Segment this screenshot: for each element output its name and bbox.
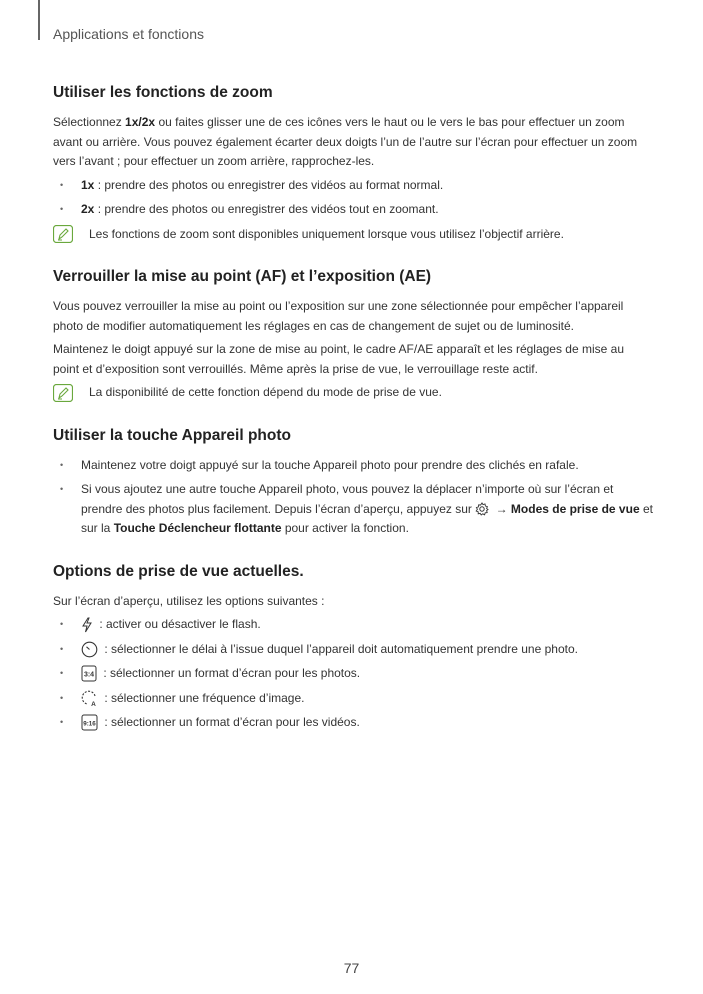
list-item: • 2x : prendre des photos ou enregistrer des vidéos tout en zoomant.	[53, 200, 653, 220]
bullet-list	[53, 456, 653, 539]
svg-text:9:16: • 9:16	[83, 720, 96, 728]
section-af-ae	[53, 268, 653, 403]
svg-text:3:4: • 3:4	[83, 671, 95, 679]
page-content	[53, 84, 653, 757]
page-header: Applications et fonctions	[53, 26, 204, 42]
note-icon	[53, 384, 73, 402]
section-title: Options de prise de vue actuelles.	[53, 562, 304, 580]
note	[53, 383, 653, 403]
timer-icon	[81, 641, 98, 658]
svg-text:A: • A	[91, 700, 96, 707]
note-icon	[53, 225, 73, 243]
section-title: Verrouiller la mise au point (AF) et l’exposition (AE)	[53, 268, 432, 285]
section-title: Utiliser les fonctions de zoom	[53, 84, 273, 101]
flash-icon	[81, 617, 93, 633]
ratio-icon	[81, 665, 97, 682]
list-item: • : activer ou désactiver le flash.	[53, 615, 653, 635]
page-number: 77	[343, 960, 360, 976]
paragraph: Maintenez le doigt appuyé sur la zone de mise au point, le cadre AF/AE apparaît et les réglages de mise au point et d’exposition sont verrouillés. Même après la prise de vue, le verrouillage reste actif.	[53, 342, 625, 376]
list-item: • Si vous ajoutez une autre touche Appareil photo, vous pouvez la déplacer n’importe où sur l’écran et prendre des photos plus facilement. Depuis l’écran d’aperçu, appuyez sur → Modes de prise de vue et sur la Touche Déclencheur flottante pour activer la fonction.	[53, 480, 653, 539]
note	[53, 225, 653, 245]
paragraph: Vous pouvez verrouiller la mise au point ou l’exposition sur une zone sélectionnée pour empêcher l’appareil photo de modifier automatiquement les réglages en cas de changement de sujet ou de luminosité.	[53, 299, 624, 333]
list-item: • 9:16 : sélectionner un format d’écran pour les vidéos.	[53, 713, 653, 733]
note-text: La disponibilité de cette fonction dépend du mode de prise de vue.	[89, 385, 442, 399]
paragraph: Sur l’écran d’aperçu, utilisez les options suivantes :	[53, 593, 325, 608]
list-item: • A : sélectionner une fréquence d’image.	[53, 689, 653, 709]
list-item: • : sélectionner le délai à l’issue duquel l’appareil doit automatiquement prendre une photo.	[53, 640, 653, 660]
section-options	[53, 563, 653, 733]
list-item: • 3:4 : sélectionner un format d’écran pour les photos.	[53, 664, 653, 684]
paragraph: Sélectionnez 1x/2x ou faites glisser une de ces icônes vers le haut ou le vers le bas pour effectuer un zoom avant ou arrière. Vous pouvez également écarter deux doigts l’un de l’autre sur l’écran pour effectuer un zoom vers l’avant ; pour effectuer un zoom arrière, rapprochez-les.	[53, 115, 638, 168]
settings-gear-icon	[475, 502, 489, 516]
video-ratio-icon	[81, 714, 98, 731]
header-divider	[38, 0, 40, 40]
section-shutter	[53, 427, 653, 539]
section-title: Utiliser la touche Appareil photo	[53, 426, 291, 444]
frame-rate-icon	[81, 690, 98, 707]
list-item: • 1x : prendre des photos ou enregistrer des vidéos au format normal.	[53, 176, 653, 196]
section-zoom	[53, 84, 653, 244]
list-item: • Maintenez votre doigt appuyé sur la touche Appareil photo pour prendre des clichés en rafale.	[53, 456, 653, 476]
note-text: Les fonctions de zoom sont disponibles uniquement lorsque vous utilisez l’objectif arrière.	[89, 226, 564, 241]
bullet-list	[53, 615, 653, 733]
bullet-list	[53, 176, 653, 220]
